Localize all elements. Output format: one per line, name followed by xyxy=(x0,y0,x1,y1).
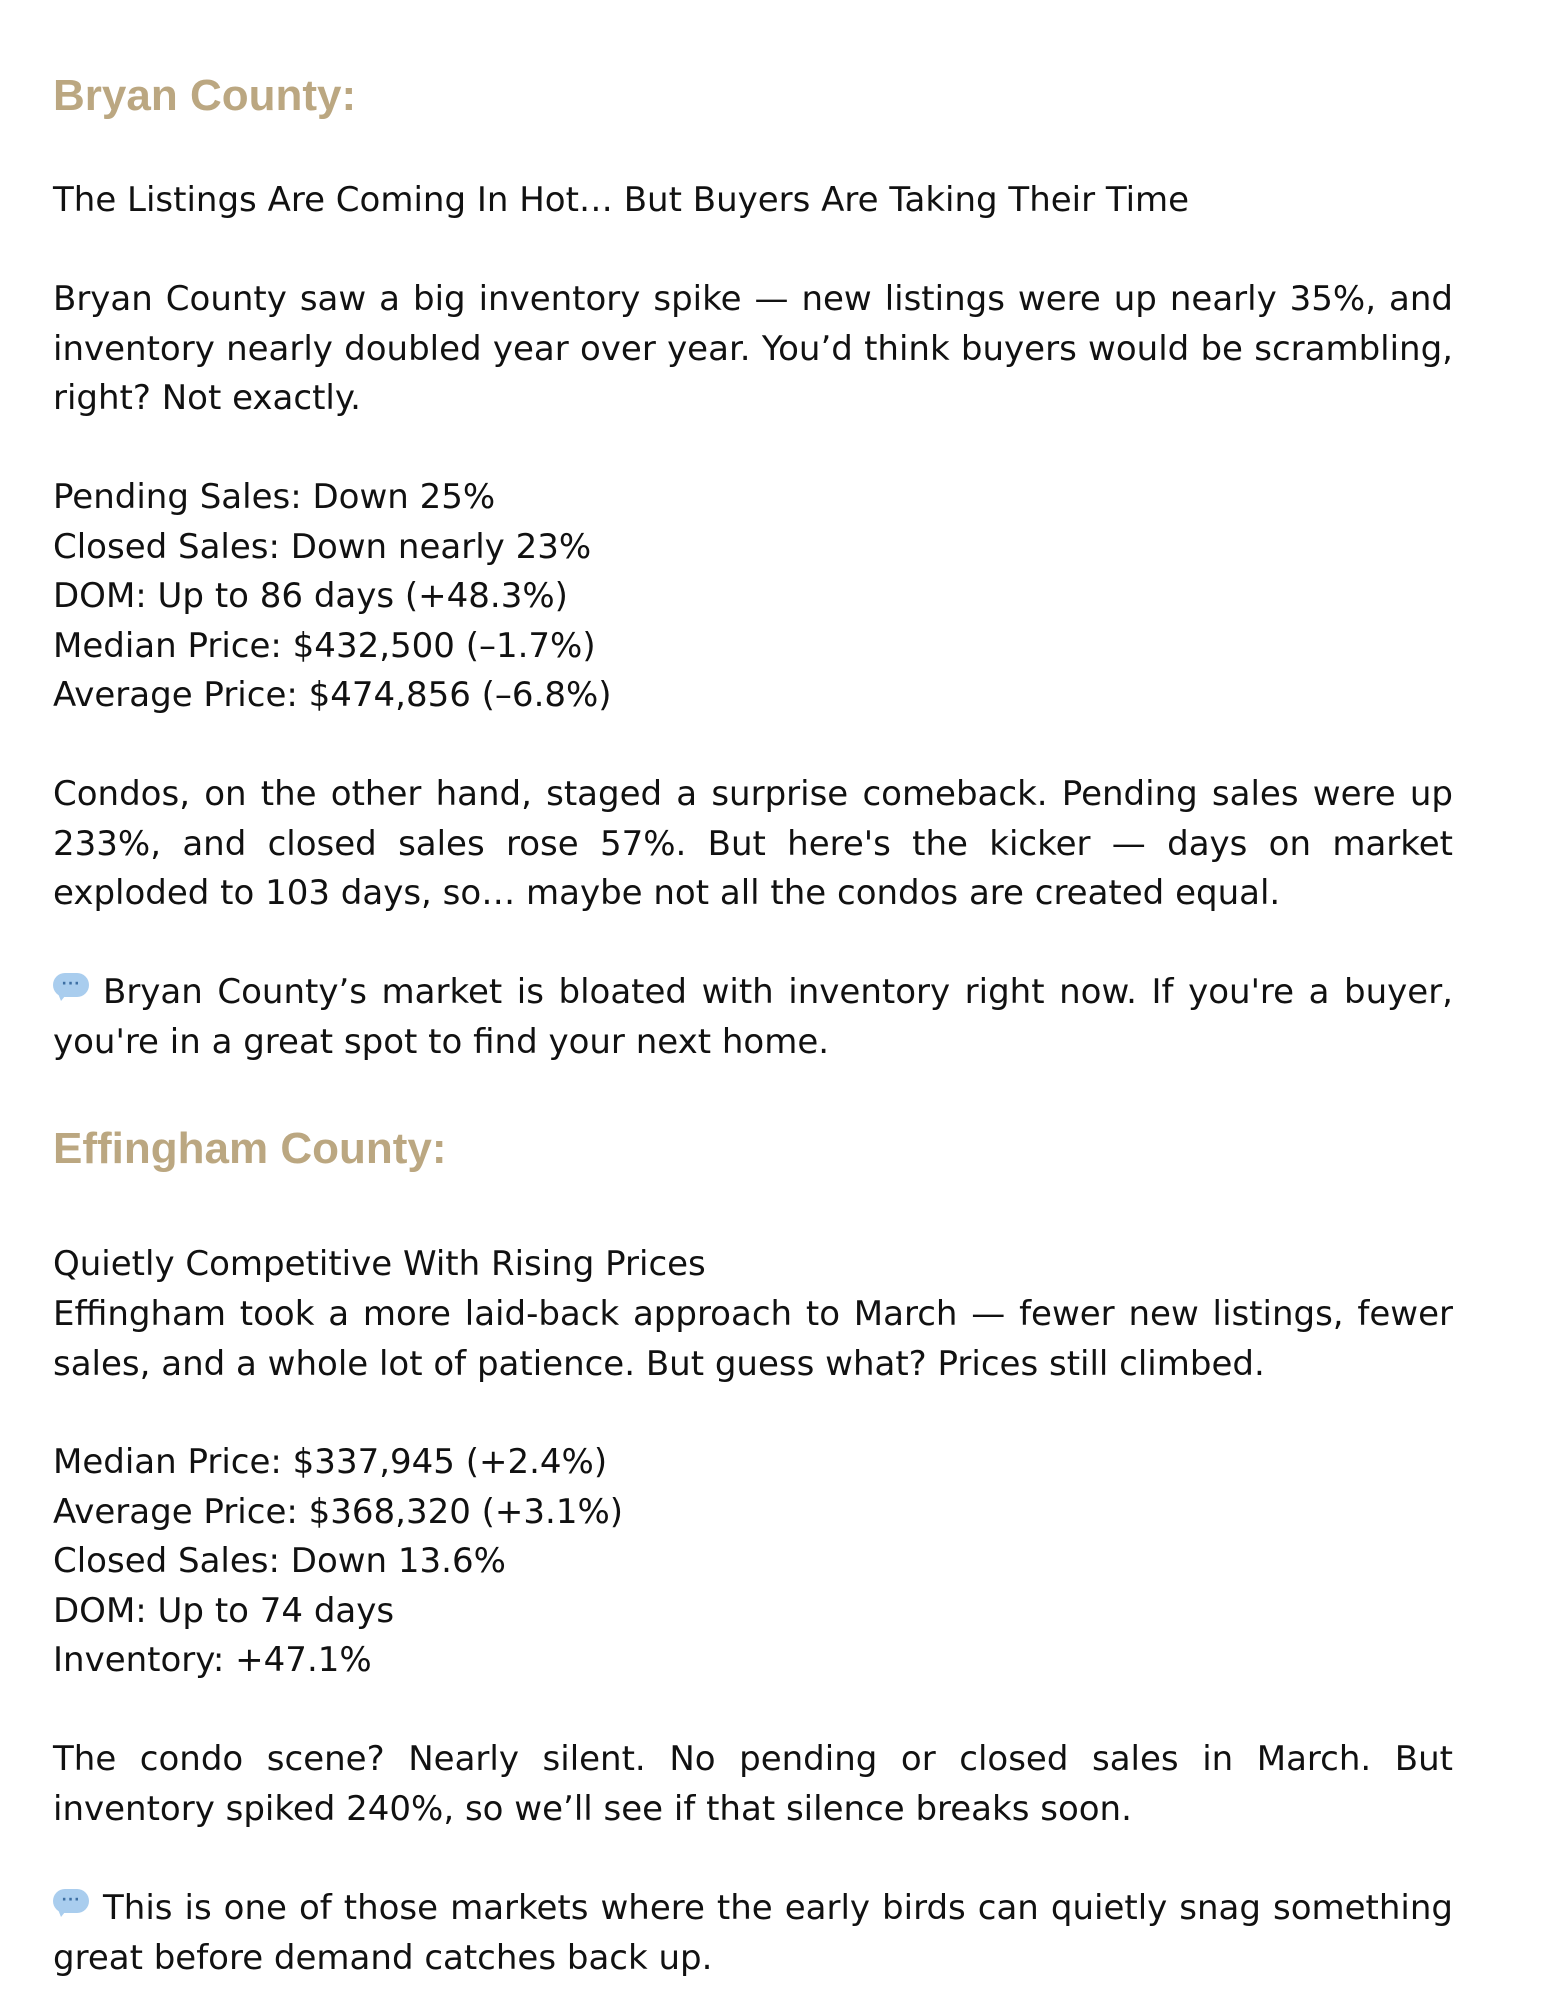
bryan-stats-list xyxy=(53,473,1453,721)
bryan-condos: Condos, on the other hand, staged a surprise comeback. Pending sales were up 233%, and closed sales rose 57%. But here's the kicker — days on market exploded to 103 days, so… maybe not all the condos are created equal. xyxy=(53,774,1453,913)
bryan-subtitle: The Listings Are Coming In Hot… But Buyers Are Taking Their Time xyxy=(53,180,1190,220)
bryan-heading: Bryan County: xyxy=(53,71,357,120)
effingham-intro: Effingham took a more laid-back approach to March — fewer new listings, fewer sales, and a whole lot of patience. But guess what? Prices still climbed. xyxy=(53,1294,1453,1384)
bryan-stat-closed: Closed Sales: Down nearly 23% xyxy=(53,526,592,567)
bryan-stat-dom: DOM: Up to 86 days (+48.3%) xyxy=(53,576,568,616)
bryan-intro: Bryan County saw a big inventory spike — new listings were up nearly 35%, and inventory nearly doubled year over year. You’d think buyers would be scrambling, right? Not exactly. xyxy=(53,279,1453,418)
effingham-stats-list xyxy=(53,1438,1453,1686)
bryan-tip-text: Bryan County’s market is bloated with inventory right now. If you're a buyer, you're in a great spot to find your next home. xyxy=(53,972,1453,1062)
speech-bubble-icon: ··· xyxy=(53,973,89,1001)
speech-bubble-icon: ··· xyxy=(53,1889,89,1917)
effingham-tip-text: This is one of those markets where the early birds can quietly snag something great before demand catches back up. xyxy=(53,1888,1453,1978)
bryan-stat-average: Average Price: $474,856 (–6.8%) xyxy=(53,675,612,715)
bryan-tip xyxy=(53,968,1453,1067)
effingham-stat-dom: DOM: Up to 74 days xyxy=(53,1590,395,1631)
effingham-heading: Effingham County: xyxy=(53,1124,447,1173)
effingham-stat-inventory: Inventory: +47.1% xyxy=(53,1640,372,1680)
effingham-stat-closed: Closed Sales: Down 13.6% xyxy=(53,1541,506,1581)
effingham-subtitle: Quietly Competitive With Rising Prices xyxy=(53,1244,706,1284)
effingham-stat-median: Median Price: $337,945 (+2.4%) xyxy=(53,1442,608,1482)
bryan-stat-median: Median Price: $432,500 (–1.7%) xyxy=(53,625,596,666)
bryan-stat-pending: Pending Sales: Down 25% xyxy=(53,477,496,517)
effingham-condos: The condo scene? Nearly silent. No pending or closed sales in March. But inventory spiked 240%, so we’ll see if that silence breaks soon. xyxy=(53,1739,1453,1829)
effingham-stat-average: Average Price: $368,320 (+3.1%) xyxy=(53,1491,624,1532)
effingham-tip xyxy=(53,1884,1453,1983)
